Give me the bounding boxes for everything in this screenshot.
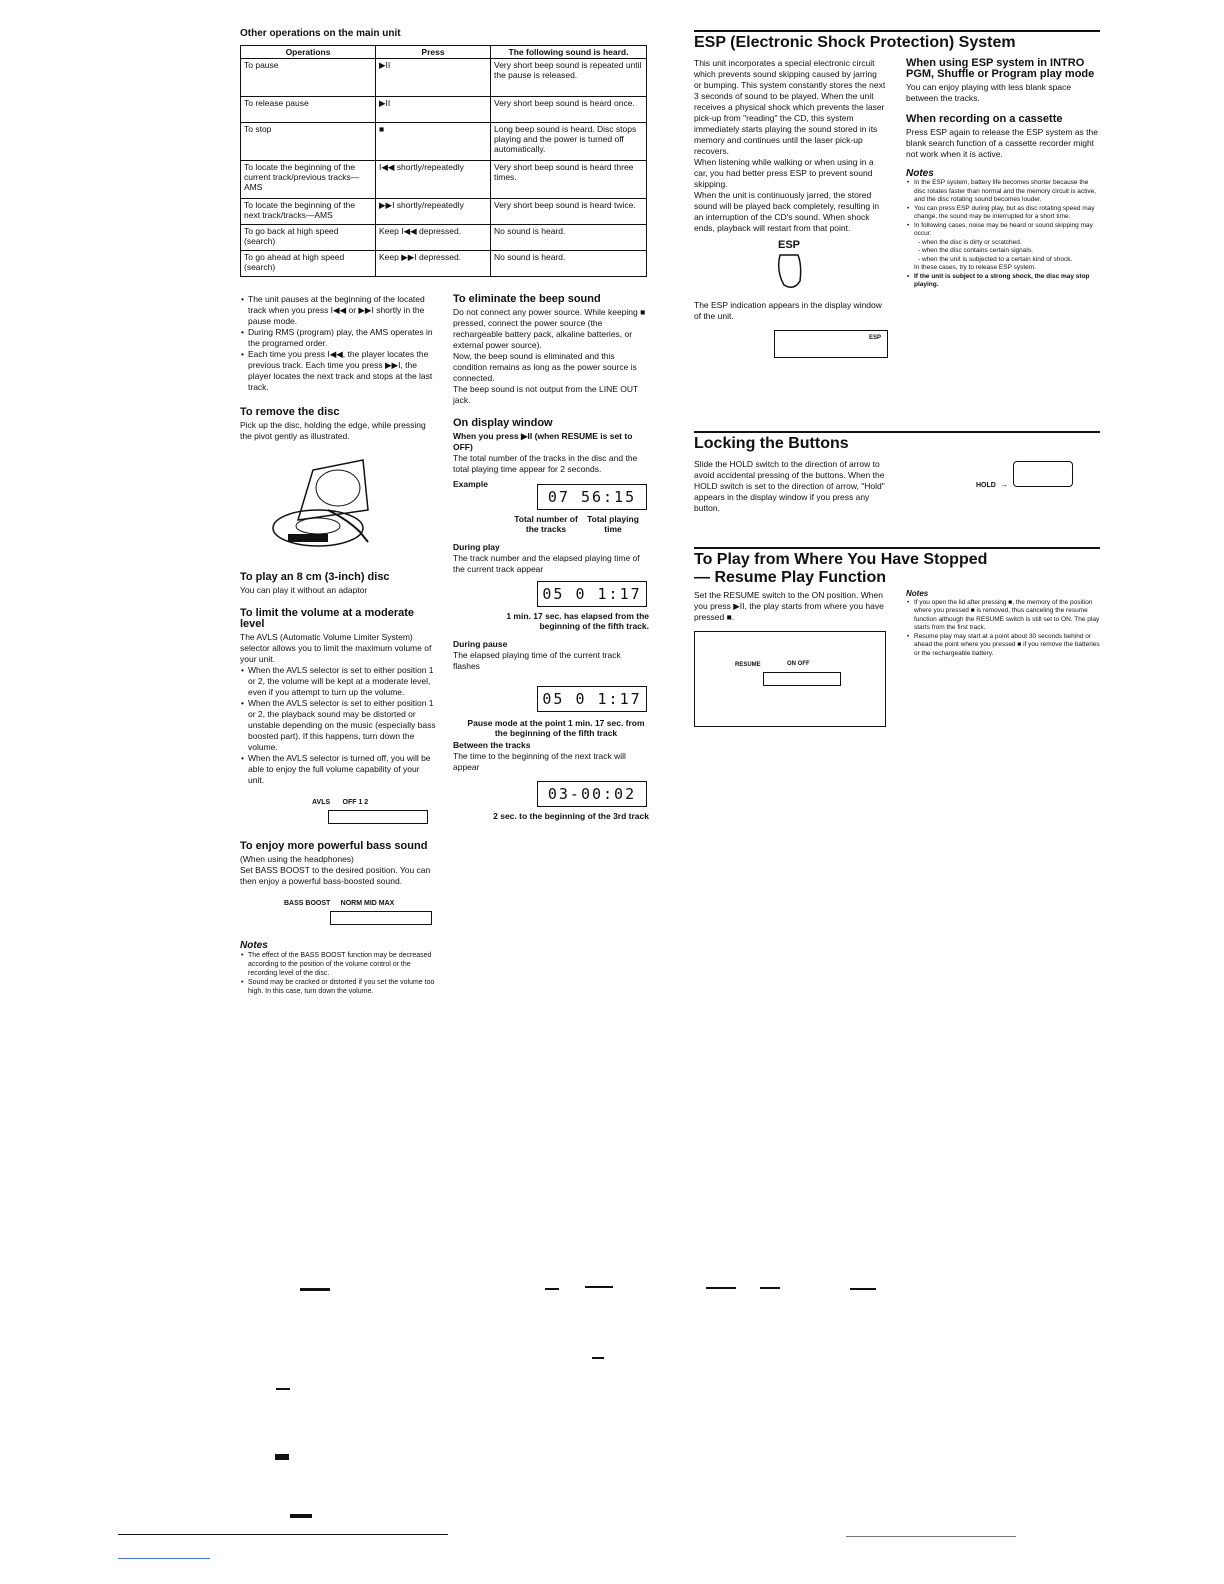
scan-artifact (846, 1536, 1016, 1537)
lcd-total-captions (513, 514, 649, 534)
table-cell: To locate the beginning of the current track/previous tracks—AMS (241, 161, 376, 199)
list-item: • Resume play may start at a point about 30 seconds behind or ahead the point where you pressed ■ if you remove the batteries or the rechargeable battery. (914, 633, 1100, 659)
avls-switch (328, 810, 428, 824)
list-item: • You can press ESP during play, but as disc rotating speed may change, the sound may be interrupted for a short time. (914, 205, 1100, 222)
table-cell: To locate the beginning of the next track/tracks—AMS (241, 199, 376, 225)
lock-text: Slide the HOLD switch to the direction of arrow to avoid accidental pressing of the buttons. When the HOLD switch is set to the direction of arrow, "Hold" appears in the display window if you press any button. (694, 459, 885, 513)
during-pause-label: During pause (453, 639, 508, 649)
esp-intro-text: You can enjoy playing with less blank space between the tracks. (906, 82, 1072, 103)
list-item: • When the AVLS selector is set to either position 1 or 2, the playback sound may be distorted or unstable depending on the music (especially bass boosted part). If this happens, turn down the volume. (248, 698, 436, 753)
list-item: - when the disc contains certain signals. (918, 247, 1033, 254)
table-cell: To go back at high speed (search) (241, 225, 376, 251)
avls-switch-positions: OFF 1 2 (342, 799, 369, 806)
scan-artifact (592, 1357, 604, 1359)
table-cell: Very short beep sound is repeated until the pause is released. (491, 59, 647, 97)
lock-body (694, 459, 1100, 514)
bass-boost-text1: (When using the headphones) (240, 854, 354, 864)
limit-volume-text: The AVLS (Automatic Volume Limiter System) selector allows you to limit the maximum volume of your unit. (240, 632, 432, 664)
list-item: • If you open the lid after pressing ■, the memory of the position where you pressed ■ is removed, thus canceling the resume function although the RESUME switch is still set to ON. The play starts from the first track. (914, 599, 1100, 633)
remove-disc-title: To remove the disc (240, 406, 340, 418)
table-row (241, 97, 647, 123)
scan-artifact (275, 1454, 289, 1460)
avls-switch-figure (312, 796, 436, 827)
scan-artifact (118, 1558, 210, 1559)
table-header: Press (376, 46, 491, 59)
table-cell: ▶II (376, 59, 491, 97)
display-title: On display window (453, 417, 553, 429)
bass-boost-text2: Set BASS BOOST to the desired position. You can then enjoy a powerful bass-boosted sound. (240, 865, 431, 886)
esp-notes-title: Notes (906, 168, 934, 179)
lcd-caption: Total number of the tracks (514, 514, 578, 534)
divider (694, 30, 1100, 32)
table-cell: To pause (241, 59, 376, 97)
bass-notes (240, 951, 436, 996)
scan-artifact (290, 1514, 312, 1518)
resume-title-2: — Resume Play Function (694, 569, 887, 586)
table-cell: Keep I◀◀ depressed. (376, 225, 491, 251)
ams-notes (240, 294, 436, 393)
beep-title: To eliminate the beep sound (453, 293, 601, 305)
list-item: • The unit pauses at the beginning of the located track when you press I◀◀ or ▶▶I shortly in the pause mode. (248, 294, 436, 327)
bass-switch-positions: NORM MID MAX (340, 900, 395, 907)
scan-artifact (760, 1287, 780, 1289)
scan-artifact (118, 1534, 448, 1535)
left-column (240, 28, 650, 277)
bass-switch-figure (284, 897, 436, 928)
table-cell: To stop (241, 123, 376, 161)
esp-lcd (774, 330, 888, 358)
table-row (241, 123, 647, 161)
lcd-total: 07 56:15 (537, 484, 647, 510)
list-item: • During RMS (program) play, the AMS operates in the programed order. (248, 327, 436, 349)
during-play-label: During play (453, 542, 500, 552)
lcd-play: 05 0 1:17 (537, 581, 647, 607)
table-row (241, 251, 647, 277)
esp-notes-last (906, 273, 1100, 290)
display-subtitle: When you press ▶II (when RESUME is set to OFF) (453, 431, 633, 452)
table-cell: No sound is heard. (491, 225, 647, 251)
esp-notes (906, 179, 1100, 239)
list-item: • The effect of the BASS BOOST function may be decreased according to the position of the volume control or the recording level of the disc. (248, 951, 436, 978)
table-cell: Very short beep sound is heard once. (491, 97, 647, 123)
esp-indication-text: The ESP indication appears in the display window of the unit. (694, 300, 882, 321)
table-cell: To release pause (241, 97, 376, 123)
table-cell: Very short beep sound is heard twice. (491, 199, 647, 225)
lcd-caption: 1 min. 17 sec. has elapsed from the beginning of the fifth track. (506, 611, 649, 631)
table-cell: Keep ▶▶I depressed. (376, 251, 491, 277)
list-item: - when the disc is dirty or scratched. (918, 238, 1022, 246)
list-item: • In the ESP system, battery life becomes shorter because the disc rotates faster than normal and the memory circuit is active, and the disc rotating sound becomes louder. (914, 179, 1100, 205)
table-header-row (241, 46, 647, 59)
lcd-caption: 2 sec. to the beginning of the 3rd track (493, 811, 649, 821)
play-8cm-title: To play an 8 cm (3-inch) disc (240, 571, 390, 583)
esp-left (694, 58, 886, 358)
resume-switch-label: RESUME (735, 662, 761, 668)
scan-artifact (276, 1388, 290, 1390)
esp-text1: This unit incorporates a special electronic circuit which prevents sound skipping caused by jarring or bumping. This system constantly stores the next 3 seconds of sound to be played. When the unit receives a physical shock which prevents the laser pick-up from "reading" the CD, this system immediately starts playing the sound stored in its memory and continues until the laser pick-up recovers. (694, 58, 886, 156)
resume-section (694, 547, 1100, 587)
resume-notes (906, 599, 1100, 659)
bass-boost-title: To enjoy more powerful bass sound (240, 840, 428, 852)
avls-notes (240, 665, 436, 786)
resume-left (694, 590, 886, 727)
scan-artifact (300, 1288, 330, 1291)
between-tracks-label: Between the tracks (453, 740, 531, 750)
esp-record-title: When recording on a cassette (906, 113, 1063, 125)
lock-title: Locking the Buttons (694, 435, 849, 452)
table-cell: No sound is heard. (491, 251, 647, 277)
esp-text3: When the unit is continuously jarred, the stored sound will be played back completely, resulting in an interruption of the CD's sound. When shock ends, playback will restart from that point. (694, 190, 880, 233)
play-8cm-text: You can play it without an adaptor (240, 585, 368, 595)
table-header: The following sound is heard. (491, 46, 647, 59)
divider (694, 431, 1100, 433)
scan-artifact (545, 1288, 559, 1290)
bass-boost-switch (330, 911, 432, 925)
lcd-caption: Pause mode at the point 1 min. 17 sec. from the beginning of the fifth track (467, 718, 645, 738)
operations-table (240, 45, 647, 277)
esp-button-figure (774, 240, 804, 294)
lcd-caption: Total playing time (587, 514, 639, 534)
resume-text: Set the RESUME switch to the ON position. When you press ▶II, the play starts from where you have pressed ■. (694, 590, 884, 622)
scan-artifact (850, 1288, 876, 1290)
resume-switch-positions: ON OFF (787, 661, 810, 667)
disc-removal-illustration (268, 450, 388, 558)
table-row (241, 199, 647, 225)
table-row (241, 59, 647, 97)
beep-text3: The beep sound is not output from the LINE OUT jack. (453, 384, 639, 405)
table-cell: Very short beep sound is heard three times. (491, 161, 647, 199)
operations-title: Other operations on the main unit (240, 28, 401, 39)
table-cell: ▶II (376, 97, 491, 123)
table-cell: I◀◀ shortly/repeatedly (376, 161, 491, 199)
display-text: The total number of the tracks in the disc and the total playing time appear for 2 seconds. (453, 453, 638, 474)
resume-title-1: To Play from Where You Have Stopped (694, 551, 988, 568)
avls-switch-label: AVLS (312, 799, 331, 806)
arrow-right-icon: → (1000, 480, 1009, 489)
scan-artifact (585, 1286, 613, 1288)
list-item: • In following cases, noise may be heard or sound skipping may occur: (914, 222, 1100, 239)
right-column (694, 30, 1100, 52)
hold-switch-figure (966, 459, 1073, 514)
list-item: • If the unit is subject to a strong shock, the disc may stop playing. (914, 273, 1100, 290)
esp-intro-title: When using ESP system in INTRO PGM, Shuffle or Program play mode (906, 57, 1095, 80)
table-cell: ▶▶I shortly/repeatedly (376, 199, 491, 225)
remove-disc-text: Pick up the disc, holding the edge, while pressing the pivot gently as illustrated. (240, 420, 426, 441)
table-row (241, 161, 647, 199)
beep-text2: Now, the beep sound is eliminated and this condition remains as long as the power source is connected. (453, 351, 637, 383)
lock-section (694, 431, 1100, 514)
list-item: • When the AVLS selector is turned off, you will be able to enjoy the full volume capability of your unit. (248, 753, 436, 786)
lcd-between: 03-00:02 (537, 781, 647, 807)
list-item: • When the AVLS selector is set to either position 1 or 2, the volume will be kept at a moderate level, even if you attempt to turn up the volume. (248, 665, 436, 698)
bass-switch-label: BASS BOOST (284, 900, 331, 907)
resume-switch (763, 672, 841, 686)
hold-label: HOLD (976, 482, 996, 489)
lcd-pause: 05 0 1:17 (537, 686, 647, 712)
esp-right (906, 58, 1100, 290)
esp-notes-after: In these cases, try to release ESP system. (914, 264, 1036, 271)
table-cell: Long beep sound is heard. Disc stops playing and the power is turned off automatically. (491, 123, 647, 161)
esp-title: ESP (Electronic Shock Protection) System (694, 34, 1016, 51)
between-tracks-text: The time to the beginning of the next track will appear (453, 751, 626, 772)
during-play-text: The track number and the elapsed playing time of the current track appear (453, 553, 640, 574)
esp-record-text: Press ESP again to release the ESP system as the blank search function of a cassette recorder might not work when it is active. (906, 127, 1098, 159)
bass-notes-title: Notes (240, 940, 268, 951)
esp-lcd-label: ESP (868, 335, 881, 341)
resume-right (906, 590, 1100, 658)
esp-subnotes (906, 239, 1100, 265)
list-item: • Sound may be cracked or distorted if you set the volume too high. In this case, turn down the volume. (248, 978, 436, 996)
esp-button-icon (774, 251, 804, 291)
list-item: - when the unit is subjected to a certain kind of shock. (918, 255, 1073, 263)
scan-artifact (706, 1287, 736, 1289)
list-item: • Each time you press I◀◀, the player locates the previous track. Each time you press ▶▶I, the player locates the next track and stops at the last track. (248, 349, 436, 393)
resume-notes-title: Notes (906, 589, 929, 598)
middle-column (453, 294, 649, 821)
example-label: Example (453, 479, 488, 489)
table-header: Operations (241, 46, 376, 59)
table-row (241, 225, 647, 251)
limit-volume-title: To limit the volume at a moderate level (240, 607, 414, 630)
esp-button-label: ESP (777, 239, 800, 251)
during-pause-text: The elapsed playing time of the current track flashes (453, 650, 621, 671)
left-subcolumn (240, 294, 436, 996)
table-cell: ■ (376, 123, 491, 161)
resume-switch-figure (694, 631, 886, 727)
divider (694, 547, 1100, 549)
beep-text1: Do not connect any power source. While keeping ■ pressed, connect the power source (the rechargeable battery pack, alkaline batteries, or external power source). (453, 307, 646, 350)
hold-switch (1013, 461, 1073, 487)
esp-text2: When listening while walking or when using in a car, you had better press ESP to prevent sound skipping. (694, 157, 874, 189)
table-cell: To go ahead at high speed (search) (241, 251, 376, 277)
